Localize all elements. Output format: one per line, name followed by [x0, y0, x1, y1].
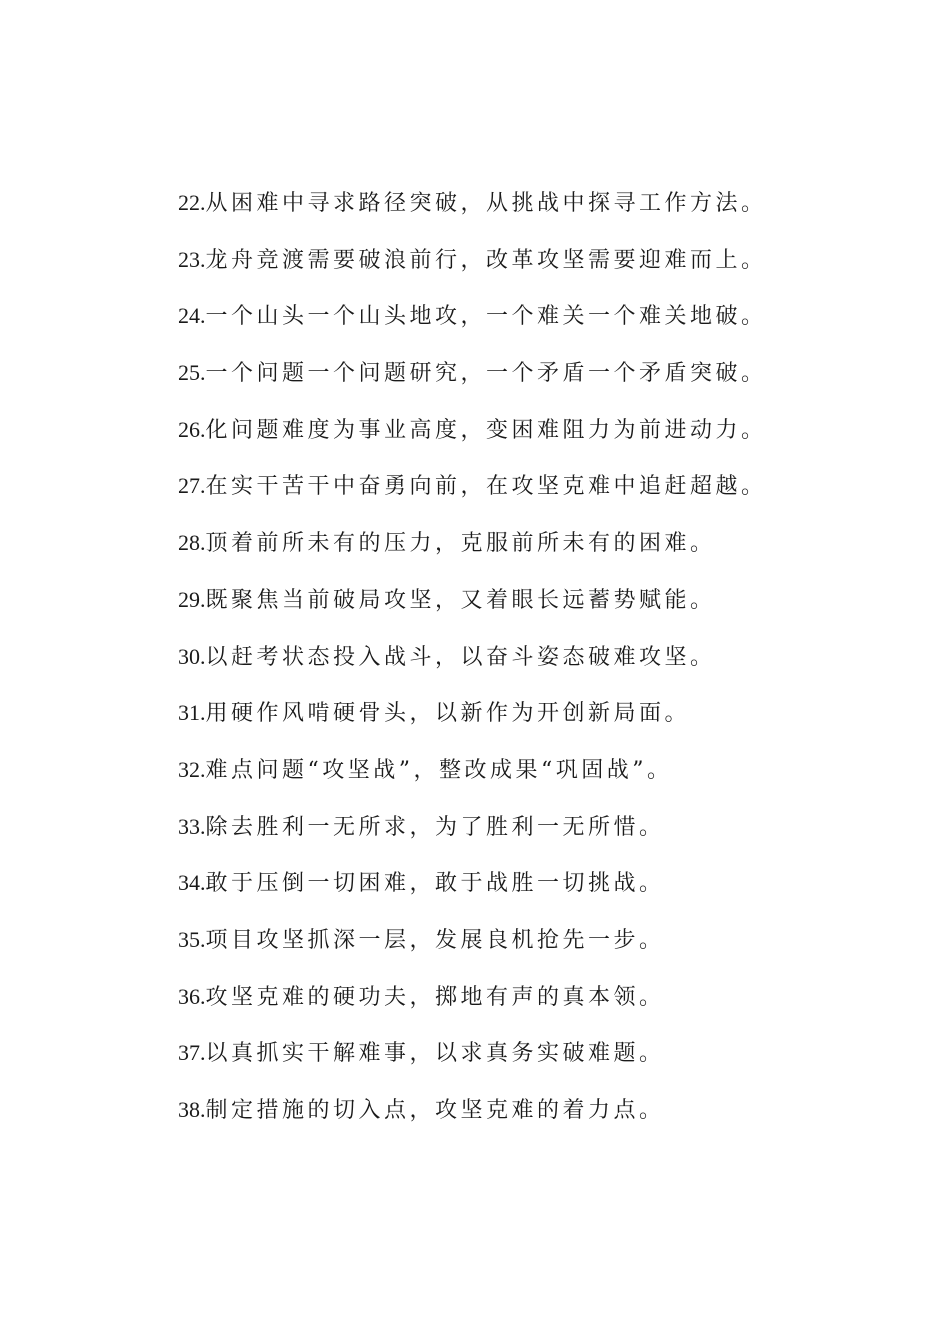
item-text: 除去胜利一无所求，为了胜利一无所惜。 — [205, 814, 665, 840]
item-number: 28. — [178, 530, 206, 556]
list-item — [178, 240, 918, 297]
item-text: 一个山头一个山头地攻，一个难关一个难关地破。 — [205, 304, 767, 330]
item-text: 攻坚克难的硬功夫，掷地有声的真本领。 — [205, 984, 665, 1010]
item-number: 27. — [178, 473, 206, 499]
list-item — [178, 1090, 918, 1147]
item-number: 30. — [178, 643, 206, 669]
item-number: 25. — [178, 360, 206, 386]
item-number: 37. — [178, 1040, 206, 1066]
list-item — [178, 863, 918, 920]
item-number: 34. — [178, 870, 206, 896]
list-item — [178, 296, 918, 353]
item-text: 顶着前所未有的压力，克服前所未有的困难。 — [205, 531, 716, 557]
item-number: 26. — [178, 416, 206, 442]
item-number: 24. — [178, 303, 206, 329]
list-item — [178, 807, 918, 864]
list-item — [178, 523, 918, 580]
list-item — [178, 1033, 918, 1090]
item-number: 38. — [178, 1097, 206, 1122]
item-number: 29. — [178, 586, 206, 612]
item-number: 22. — [178, 190, 206, 215]
list-item — [178, 693, 918, 750]
item-text: 用硬作风啃硬骨头，以新作为开创新局面。 — [205, 701, 691, 727]
list-item — [178, 353, 918, 410]
list-item — [178, 410, 918, 467]
item-number: 33. — [178, 813, 206, 839]
list-item — [178, 183, 918, 240]
item-text: 既聚焦当前破局攻坚，又着眼长远蓄势赋能。 — [205, 587, 716, 613]
item-text: 龙舟竞渡需要破浪前行，改革攻坚需要迎难而上。 — [205, 247, 767, 273]
list-item — [178, 977, 918, 1034]
list-item — [178, 637, 918, 694]
item-text: 项目攻坚抓深一层，发展良机抢先一步。 — [205, 927, 665, 953]
slogan-list — [178, 183, 918, 1147]
item-number: 32. — [178, 756, 206, 782]
item-number: 31. — [178, 700, 206, 726]
item-text: 以真抓实干解难事，以求真务实破难题。 — [205, 1041, 665, 1067]
list-item — [178, 466, 918, 523]
item-number: 36. — [178, 983, 206, 1009]
item-text: 化问题难度为事业高度，变困难阻力为前进动力。 — [205, 417, 767, 443]
item-text: 从困难中寻求路径突破，从挑战中探寻工作方法。 — [205, 191, 767, 216]
list-item — [178, 750, 918, 807]
item-text: 以赶考状态投入战斗，以奋斗姿态破难攻坚。 — [205, 644, 716, 670]
item-text: 在实干苦干中奋勇向前，在攻坚克难中追赶超越。 — [205, 474, 767, 500]
list-item — [178, 920, 918, 977]
list-item — [178, 580, 918, 637]
item-text: 敢于压倒一切困难，敢于战胜一切挑战。 — [205, 871, 665, 897]
item-text: 难点问题“攻坚战”，整改成果“巩固战”。 — [205, 757, 673, 783]
item-text: 一个问题一个问题研究，一个矛盾一个矛盾突破。 — [205, 361, 767, 387]
item-number: 23. — [178, 246, 206, 272]
item-text: 制定措施的切入点，攻坚克难的着力点。 — [205, 1098, 665, 1123]
item-number: 35. — [178, 926, 206, 952]
